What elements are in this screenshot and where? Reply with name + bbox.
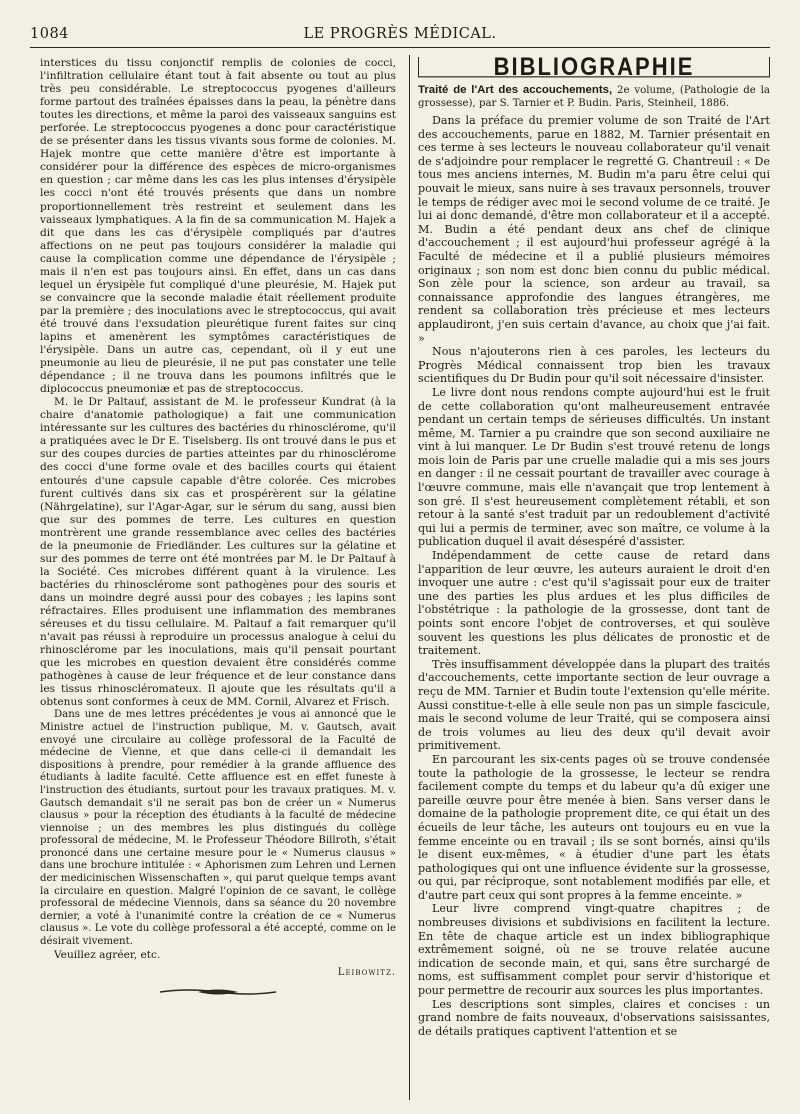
review-paragraph: Le livre dont nous rendons compte aujourd'hui est le fruit de cette collaboration qu'ont malheureusement entravée pendant un certain temps de sérieuses difficultés. Un instant même, M. Tarnier a pu craindre que son second auxiliaire ne vint à lui manquer. Le Dr Budin s'est trouvé retenu de longs mois loin de Paris par une cruelle maladie qui a mis ses jours en danger : il ne cessait pourtant de travailler avec courage à l'œuvre commune, mais elle n'avançait que trop lentement à son gré. Il s'est heureusement complètement rétabli, et son retour à la santé s'est traduit par un redoublement d'activité qui lui a permis de terminer, avec son maître, ce volume à la publication duquel il avait désespéré d'assister. [418,385,770,549]
review-paragraph: Leur livre comprend vingt-quatre chapitres ; de nombreuses divisions et subdivisions en facilitent la lecture. En tête de chaque article est un index bibliographique extrêmement soigné, où ne se trouve relatée aucune indication de seconde main, et qui, sans être surchargé de noms, est suffisamment complet pour servir d'historique et pour permettre de recourir aux sources les plus importantes. [418,902,770,998]
review-paragraph: Très insuffisamment développée dans la plupart des traités d'accouchements, cette importante section de leur ouvrage a reçu de MM. Tarnier et Budin toute l'extension qu'elle mérite. Aussi constitue-t-elle à elle seule non pas un simple fascicule, mais le second volume de leur Traité, qui se composera ainsi de trois volumes au lieu des deux qu'il devait avoir primitivement. [418,657,770,753]
article-paragraph: Veuillez agréer, etc. [54,948,161,961]
book-title: Traité de l'Art des accouchements, [418,84,613,97]
end-ornament [158,987,278,997]
review-paragraph: Nous n'ajouterons rien à ces paroles, les lecteurs du Progrès Médical connaissent trop bien les travaux scientifiques du Dr Budin pour qu'il soit nécessaire d'insister. [418,345,770,386]
article-paragraph: M. le Dr Paltauf, assistant de M. le professeur Kundrat (à la chaire d'anatomie pathologique) a fait une communication intéressante sur les cultures des bactéries du rhinosclérome, qu'il a pratiquées avec le Dr E. Tiselsberg. Ils ont trouvé dans le pus et sur des coupes durcies de parties atteintes par du rhinosclérome des cocci d'une forme ovale et des bacilles courts qui étaient entourés d'une capsule capable d'être colorée. Ces microbes furent cultivés dans six cas et prospérèrent sur la gélatine (Nährgelatine), sur l'Agar-Agar, sur le sérum du sang, aussi bien que sur des pommes de terre. Les cultures en question montrèrent une grande ressemblance avec celles des bactéries de la pneumonie de Friedländer. Les cultures sur la gélatine et sur des pommes de terre ont été montrées par M. le Dr Paltauf à la Société. Ces microbes différent quant à la virulence. Les bactéries du rhinosclérome sont pathogènes pour des souris et dans un moindre degré aussi pour des cobayes ; les lapins sont réfractaires. Elles produisent une inflammation des membranes séreuses et du tissu cellulaire. M. Paltauf a fait remarquer qu'il n'avait pas réussi à reproduire un processus analogue à celui du rhinosclérome par les inoculations, mais qu'il pensait pourtant que les microbes en question devaient être considérés comme pathogènes à cause de leur fréquence et de leur constance dans les tissus rhinoscléromateux. Il ajoute que les résultats qu'il a obtenus sont conformes à ceux de MM. Cornil, Alvarez et Frisch. [40,396,396,709]
header-rule [30,47,770,48]
author-signature: Leibowitz. [337,966,396,978]
book-details: 2e volume, (Pathologie de la grossesse), par S. Tarnier et P. Budin. Paris, Steinheil, 1886. [418,85,770,109]
page-number: 1084 [30,26,69,42]
running-head [30,26,770,46]
book-citation [418,84,770,110]
right-column [418,57,770,1102]
left-column [40,57,396,1102]
section-title: BIBLIOGRAPHIE [418,57,770,77]
review-paragraph: Les descriptions sont simples, claires et concises : un grand nombre de faits nouveaux, d'observations saisissantes, de détails pratiques captivent l'attention et se [418,997,770,1038]
article-paragraph: Dans une de mes lettres précédentes je vous ai annoncé que le Ministre actuel de l'instruction publique, M. v. Gautsch, avait envoyé une circulaire au collège professoral de la Faculté de médecine de Vienne, et que dans celle-ci il demandait les dispositions à prendre, pour remédier à la grande affluence des étudiants à ladite faculté. Cette affluence est en effet funeste à l'instruction des étudiants, surtout pour les travaux pratiques. M. v. Gautsch demandait s'il ne serait pas bon de créer un « Numerus clausus » pour la réception des étudiants à la faculté de médecine viennoise ; un des membres les plus distingués du collège professoral de médecine, M. le Professeur Théodore Billroth, s'était prononcé dans une certaine mesure pour le « Numerus clausus » dans une brochure intitulée : « Aphorismen zum Lehren und Lernen der medicinischen Wissenschaften », qui parut quelque temps avant la circulaire en question. Malgré l'opinion de ce savant, le collège professoral de médecine Viennois, dans sa séance du 20 novembre dernier, a voté à l'unanimité contre la création de ce « Numerus clausus ». Le vote du collège professoral a été accepté, comme on le désirait vivement. [40,709,396,948]
journal-title: LE PROGRÈS MÉDICAL. [303,26,497,42]
article-paragraph: interstices du tissu conjonctif remplis de colonies de cocci, l'infiltration cellulaire étant tout à fait absente ou tout au plus très peu considérable. Le streptococcus pyogenes d'ailleurs forme partout des traînées épaisses dans la peau, la pénètre dans toutes les directions, et même la paroi des vaisseaux sanguins est perforée. Le streptococcus pyogenes a donc pour caractéristique de se présenter dans les tissus vivants sous forme de colonies. M. Hajek montre que cette manière d'être est importante à considérer pour la différence des espèces de micro-organismes en question ; car même dans les cas les plus intenses d'érysipèle les cocci n'ont été trouvés présents que dans un nombre proportionnellement très restreint et seulement dans les vaisseaux lymphatiques. A la fin de sa communication M. Hajek a dit que dans les cas d'érysipèle compliqués par d'autres affections on ne peut pas toujours considérer la maladie qui cause la complication comme une dépendance de l'érysipèle ; mais il n'en est pas toujours ainsi. En effet, dans un cas dans lequel un érysipèle fut compliqué d'une pleurésie, M. Hajek put se convaincre que la seconde maladie était réellement produite par la première ; des inoculations avec le streptococcus, qui avait été trouvé dans l'exsudation pleurétique furent faites sur cinq lapins et amenèrent les symptômes caractéristiques de l'érysipèle. Dans un autre cas, cependant, où il y eut une pneumonie au lieu de pleurésie, il ne put pas constater une telle dépendance ; il ne trouva dans les poumons infiltrés que le diplococcus pneumoniæ et pas de streptococcus. [40,57,396,396]
review-paragraph: Indépendamment de cette cause de retard dans l'apparition de leur œuvre, les auteurs auraient le droit d'en invoquer une autre : c'est qu'il s'agissait pour eux de traiter une des parties les plus ardues et les plus difficiles de l'obstétrique : la pathologie de la grossesse, dont tant de points sont encore l'objet de controverses, et qui soulève souvent les questions les plus délicates de pronostic et de traitement. [418,549,770,658]
review-paragraph: Dans la préface du premier volume de son Traité de l'Art des accouchements, parue en 1882, M. Tarnier présentait en ces terme à ses lecteurs le nouveau collaborateur qu'il venait de s'adjoindre pour remplacer le regretté G. Chantreuil : « De tous mes anciens internes, M. Budin m'a paru être celui qui pouvait le mieux, sans nuire à ses travaux personnels, trouver le temps de rédiger avec moi le second volume de ce traité. Je lui ai donc demandé, d'être mon collaborateur et il a accepté. M. Budin a été pendant deux ans chef de clinique d'accouchement ; il est aujourd'hui professeur agrégé à la Faculté de médecine et il a publié plusieurs mémoires originaux ; son nom est donc bien connu du public médical. Son zèle pour la science, son ardeur au travail, sa connaissance approfondie des langues étrangères, me rendent sa collaboration très précieuse et mes lecteurs applaudiront, j'en suis certain d'avance, au choix que j'ai fait. » [418,114,770,345]
column-divider [409,55,410,1100]
review-paragraph: En parcourant les six-cents pages où se trouve condensée toute la pathologie de la grossesse, le lecteur se rendra facilement compte du temps et du labeur qu'a dû exiger une pareille œuvre pour être menée à bien. Sans verser dans le domaine de la pathologie proprement dite, ce qui était un des écueils de leur tâche, les auteurs ont toujours eu en vue la femme enceinte ou en travail ; ils se sont bornés, ainsi qu'ils le disent eux-mêmes, « à étudier d'une part les états pathologiques qui ont une influence évidente sur la grossesse, ou qui, par réciproque, sont notablement modifiés par elle, et d'autre part ceux qui sont propres à la femme enceinte. » [418,752,770,902]
